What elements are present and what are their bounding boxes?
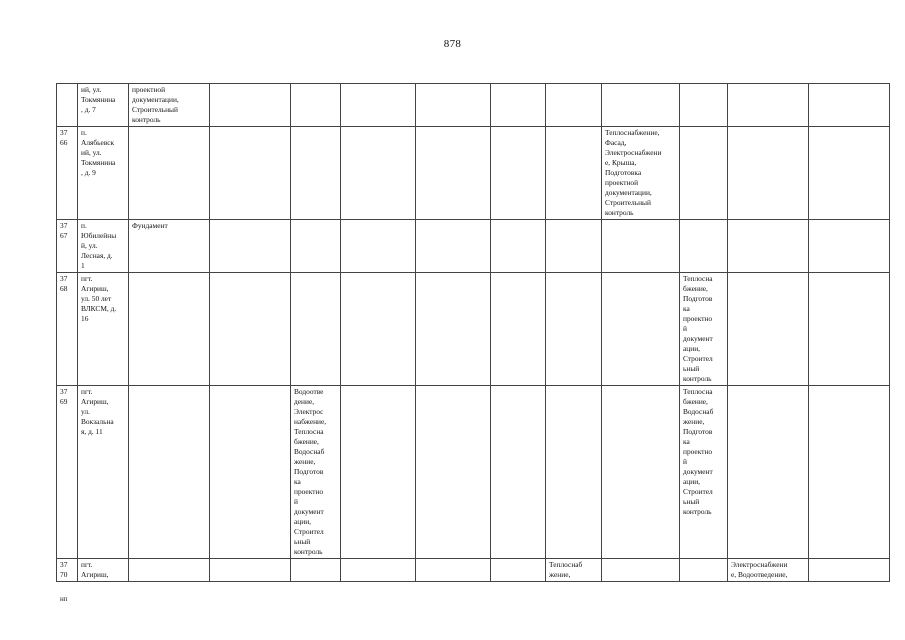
table-row (57, 559, 890, 582)
table-cell (809, 220, 890, 273)
table-cell (680, 220, 728, 273)
data-table (56, 83, 890, 582)
table-cell (210, 386, 291, 559)
address-cell: п. Алябьевск ий, ул. Токмянина , д. 9 (78, 127, 129, 220)
table-cell (341, 559, 416, 582)
table-cell (602, 273, 680, 386)
table-cell (546, 273, 602, 386)
table-cell (728, 220, 809, 273)
table-cell: Теплосна бжение, Подготов ка проектно й документ ации, Строител ьный контроль (680, 273, 728, 386)
table-cell (291, 84, 341, 127)
table-row (57, 273, 890, 386)
table-row (57, 84, 890, 127)
table-row (57, 220, 890, 273)
address-cell: пгт. Агириш, ул. 50 лет ВЛКСМ, д. 16 (78, 273, 129, 386)
table-cell (416, 559, 491, 582)
table-cell (210, 84, 291, 127)
table-cell: Фундамент (129, 220, 210, 273)
table-cell (728, 84, 809, 127)
page-number: 878 (443, 38, 462, 50)
table-cell (491, 127, 546, 220)
table-cell (680, 559, 728, 582)
table-cell (809, 273, 890, 386)
table-cell (129, 559, 210, 582)
table-cell (341, 220, 416, 273)
table-cell (341, 273, 416, 386)
table-cell (491, 559, 546, 582)
table-cell (416, 220, 491, 273)
table-cell (291, 127, 341, 220)
table-cell (341, 386, 416, 559)
table-cell (728, 127, 809, 220)
table-cell (602, 84, 680, 127)
table-cell (491, 220, 546, 273)
table-cell (210, 559, 291, 582)
table-cell (291, 220, 341, 273)
table-cell (291, 273, 341, 386)
table-cell: Теплосна бжение, Водоснаб жение, Подготов ка проектно й документ ации, Строител ьный контроль (680, 386, 728, 559)
table-cell (602, 220, 680, 273)
table-cell (491, 84, 546, 127)
row-number-cell: 37 70 (57, 559, 78, 582)
table-cell (416, 127, 491, 220)
row-number-cell: 37 69 (57, 386, 78, 559)
table-cell (602, 386, 680, 559)
table-cell (728, 386, 809, 559)
table-cell (602, 559, 680, 582)
address-cell: пгт. Агириш, ул. Вокзальна я, д. 11 (78, 386, 129, 559)
table-cell (546, 84, 602, 127)
table-cell (129, 127, 210, 220)
table-cell (416, 273, 491, 386)
table-cell (546, 386, 602, 559)
table-cell (809, 84, 890, 127)
table-cell (809, 127, 890, 220)
table-cell (546, 127, 602, 220)
table-cell (416, 84, 491, 127)
table-cell (210, 273, 291, 386)
table-cell (809, 559, 890, 582)
address-cell: п. Юбилейны й, ул. Лесная, д. 1 (78, 220, 129, 273)
table-cell (341, 84, 416, 127)
table-cell (341, 127, 416, 220)
table-cell: Водоотве дение, Электрос набжение, Теплосна бжение, Водоснаб жение, Подготов ка проектно й документ ации, Строител ьный контроль (291, 386, 341, 559)
footer-mark: нп (60, 595, 68, 603)
table-cell (210, 220, 291, 273)
table-row (57, 386, 890, 559)
table-cell (680, 127, 728, 220)
table-cell (809, 386, 890, 559)
table-cell: Теплоснабжение, Фасад, Электроснабжени е, Крыша, Подготовка проектной документации, Строительный контроль (602, 127, 680, 220)
row-number-cell: 37 68 (57, 273, 78, 386)
table-cell: Теплоснаб жение, (546, 559, 602, 582)
row-number-cell: 37 67 (57, 220, 78, 273)
table-cell (210, 127, 291, 220)
table-cell (728, 273, 809, 386)
table-cell (680, 84, 728, 127)
table-cell (129, 386, 210, 559)
table-cell: проектной документации, Строительный контроль (129, 84, 210, 127)
row-number-cell (57, 84, 78, 127)
table-cell (491, 273, 546, 386)
address-cell: пгт. Агириш, (78, 559, 129, 582)
table-cell (129, 273, 210, 386)
table-cell (491, 386, 546, 559)
table-cell: Электроснабжени е, Водоотведение, (728, 559, 809, 582)
table-row (57, 127, 890, 220)
table-cell (291, 559, 341, 582)
row-number-cell: 37 66 (57, 127, 78, 220)
table-cell (546, 220, 602, 273)
table-cell (416, 386, 491, 559)
address-cell: ий, ул. Токмянина , д. 7 (78, 84, 129, 127)
